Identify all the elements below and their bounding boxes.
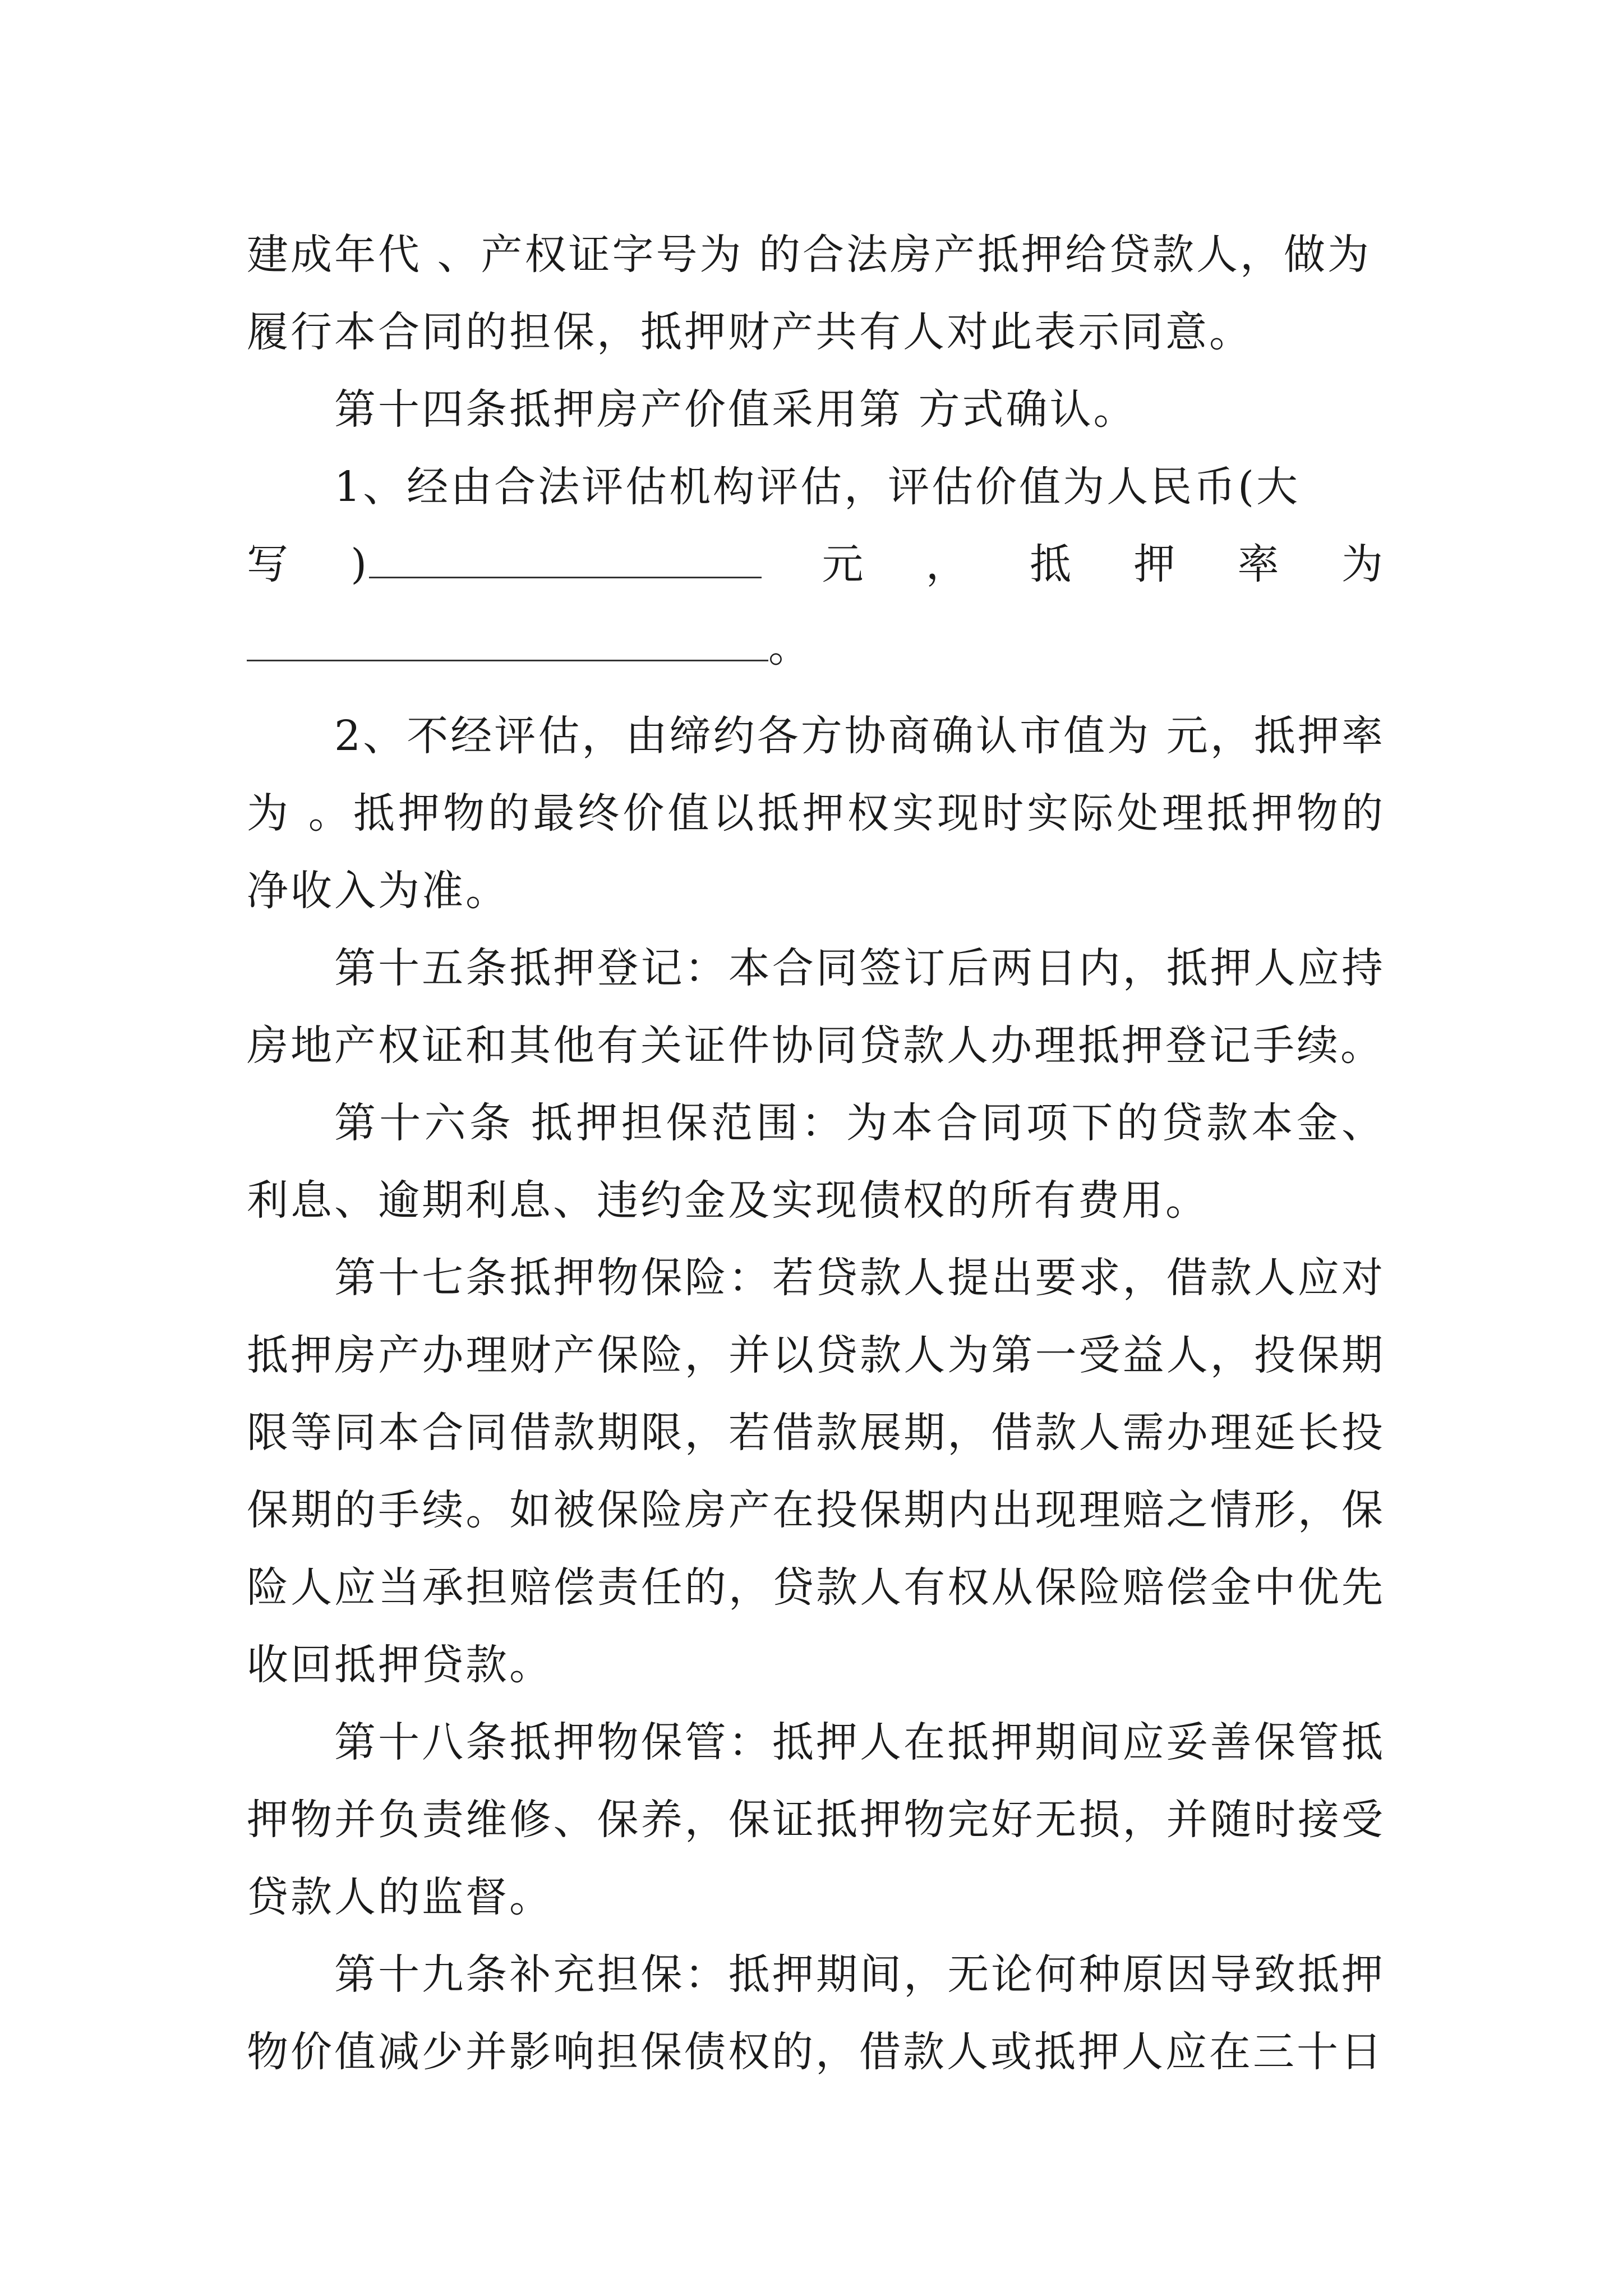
text-fragment: 抵 — [1030, 540, 1074, 588]
paragraph-property-mortgage — [247, 216, 1385, 371]
text-line: 建成年代 、产权证字号为 的合法房产抵押给贷款人，做为 — [247, 231, 1372, 279]
text-fragment: ) — [351, 540, 370, 588]
valuation-option-1 — [247, 448, 1385, 686]
text-fragment: 写 — [247, 540, 291, 588]
text-fragment: 押 — [1133, 540, 1178, 588]
text-fragment — [351, 526, 762, 603]
valuation-option-1-row — [247, 526, 1385, 603]
article-15: 第十五条抵押登记：本合同签订后两日内，抵押人应持房地产权证和其他有关证件协同贷款人办理抵押登记手续。 — [247, 944, 1385, 1070]
text-fragment: 元 — [822, 540, 866, 588]
contract-body — [247, 216, 1385, 2091]
mortgage-rate-blank[interactable] — [247, 626, 768, 661]
text-fragment: ， — [925, 540, 970, 588]
text-line: 履行本合同的担保，抵押财产共有人对此表示同意。 — [247, 308, 1253, 356]
article-17: 第十七条抵押物保险：若贷款人提出要求，借款人应对抵押房产办理财产保险，并以贷款人为第一受益人，投保期限等同本合同借款期限，若借款展期，借款人需办理延长投保期的手续。如被保险房产在投保期内出现理赔之情形，保险人应当承担赔偿责任的，贷款人有权从保险赔偿金中优先收回抵押贷款。 — [247, 1254, 1385, 1689]
appraisal-value-blank[interactable] — [369, 543, 762, 578]
text-fragment: 率 — [1237, 540, 1281, 588]
text-fragment: 。 — [768, 623, 812, 671]
valuation-option-2: 2、不经评估，由缔约各方协商确认市值为 元，抵押率为 。抵押物的最终价值以抵押权实现时实际处理抵押物的净收入为准。 — [247, 712, 1385, 915]
article-16: 第十六条 抵押担保范围：为本合同项下的贷款本金、利息、逾期利息、违约金及实现债权的所有费用。 — [247, 1099, 1385, 1225]
mortgage-rate-row — [247, 609, 1385, 686]
text-fragment: 为 — [1341, 540, 1385, 588]
valuation-option-1-line: 1、经由合法评估机构评估，评估价值为人民币(大 — [334, 463, 1300, 511]
article-14: 第十四条抵押房产价值采用第 方式确认。 — [334, 385, 1137, 434]
article-19: 第十九条补充担保：抵押期间，无论何种原因导致抵押物价值减少并影响担保债权的，借款人或抵押人应在三十日 — [247, 1950, 1385, 2076]
article-18: 第十八条抵押物保管：抵押人在抵押期间应妥善保管抵押物并负责维修、保养，保证抵押物完好无损，并随时接受贷款人的监督。 — [247, 1718, 1385, 1921]
